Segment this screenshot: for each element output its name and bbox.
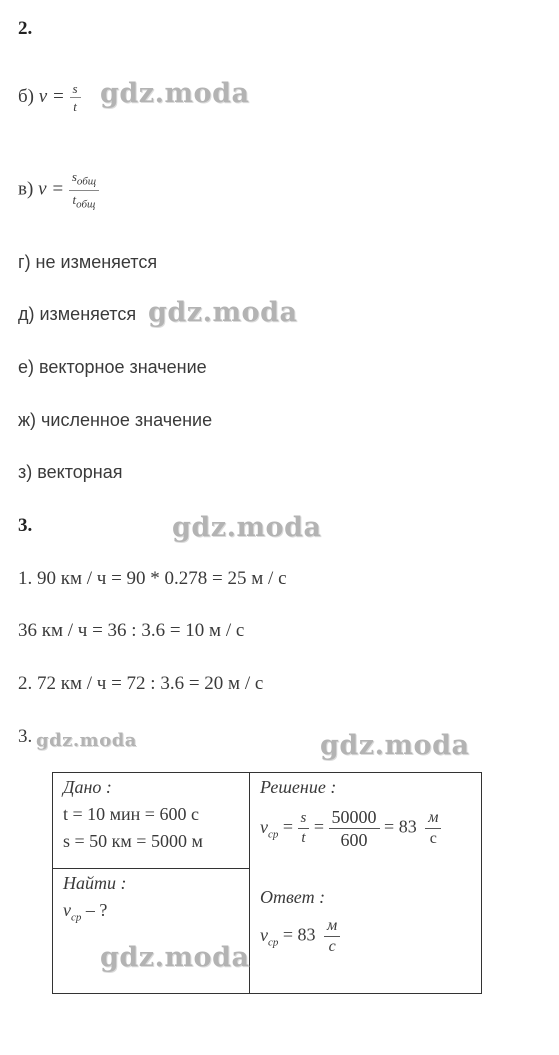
item-g: г) не изменяется <box>18 252 158 272</box>
find-title: Найти : <box>63 873 127 893</box>
answer-value: = 83 <box>282 924 316 945</box>
item-v-lhs: v = <box>38 178 65 200</box>
solution-frac1-num: s <box>298 811 310 829</box>
solution-result: = 83 <box>384 816 417 837</box>
item-b-num: s <box>70 82 81 98</box>
item-d: д) изменяется <box>18 304 137 324</box>
solution-unit-num: м <box>425 810 441 829</box>
watermark-logo: gdz.moda <box>320 730 470 761</box>
answer-unit-num: м <box>324 918 340 937</box>
solution-cell <box>250 773 482 994</box>
solution-frac1-den: t <box>301 830 306 846</box>
solution-eq1: = <box>282 816 294 837</box>
item-b-lhs: v = <box>38 85 65 107</box>
given-time: t = 10 мин = 600 с <box>63 804 199 824</box>
find-unknown: $v_{ср}$ – ? <box>63 900 108 924</box>
item-v-fraction <box>69 170 99 210</box>
watermark-logo: gdz.moda <box>36 730 137 751</box>
item-zh: ж) численное значение <box>18 410 213 430</box>
answer-formula <box>260 918 471 955</box>
item-e: е) векторное значение <box>18 357 207 377</box>
item-v <box>18 170 99 210</box>
section-3-number: 3. <box>18 515 33 536</box>
solution-frac-values <box>329 808 380 849</box>
solution-eq2: = <box>313 816 325 837</box>
item-b-label: б) <box>18 85 34 107</box>
given-distance: s = 50 км = 5000 м <box>63 831 203 851</box>
item-v-num: $s_{общ}$ <box>69 170 99 191</box>
answer-title: Ответ : <box>260 887 326 907</box>
calc-line-2: 36 км / ч = 36 : 3.6 = 10 м / с <box>18 620 245 641</box>
solution-lhs: $v_{ср}$ <box>260 816 279 841</box>
find-cell <box>53 869 250 994</box>
item-3-label: 3. <box>18 726 33 747</box>
watermark-logo: gdz.moda <box>100 942 250 973</box>
section-2-number: 2. <box>18 18 33 39</box>
solution-frac2-den: 600 <box>340 830 368 850</box>
watermark-logo: gdz.moda <box>148 297 298 328</box>
item-v-den: $t_{общ}$ <box>72 191 96 211</box>
calc-line-1: 1. 90 км / ч = 90 * 0.278 = 25 м / с <box>18 568 287 589</box>
answer-unit <box>324 918 340 955</box>
calc-line-3: 2. 72 км / ч = 72 : 3.6 = 20 м / с <box>18 673 264 694</box>
solution-unit <box>425 810 441 847</box>
item-b <box>18 82 81 113</box>
watermark-logo: gdz.moda <box>172 512 322 543</box>
solution-title: Решение : <box>260 777 337 797</box>
item-z: з) векторная <box>18 462 123 482</box>
answer-lhs: $v_{ср}$ <box>260 924 279 949</box>
given-title: Дано : <box>63 777 112 797</box>
item-v-label: в) <box>18 178 34 200</box>
item-b-fraction <box>70 82 81 113</box>
watermark-logo: gdz.moda <box>100 78 250 109</box>
solution-formula <box>260 808 471 849</box>
answer-unit-den: с <box>328 938 336 955</box>
solution-frac2-num: 50000 <box>329 808 380 829</box>
solution-frac-s-t <box>298 811 310 846</box>
solution-unit-den: с <box>429 830 437 847</box>
item-b-den: t <box>73 99 77 114</box>
given-cell <box>53 773 250 869</box>
